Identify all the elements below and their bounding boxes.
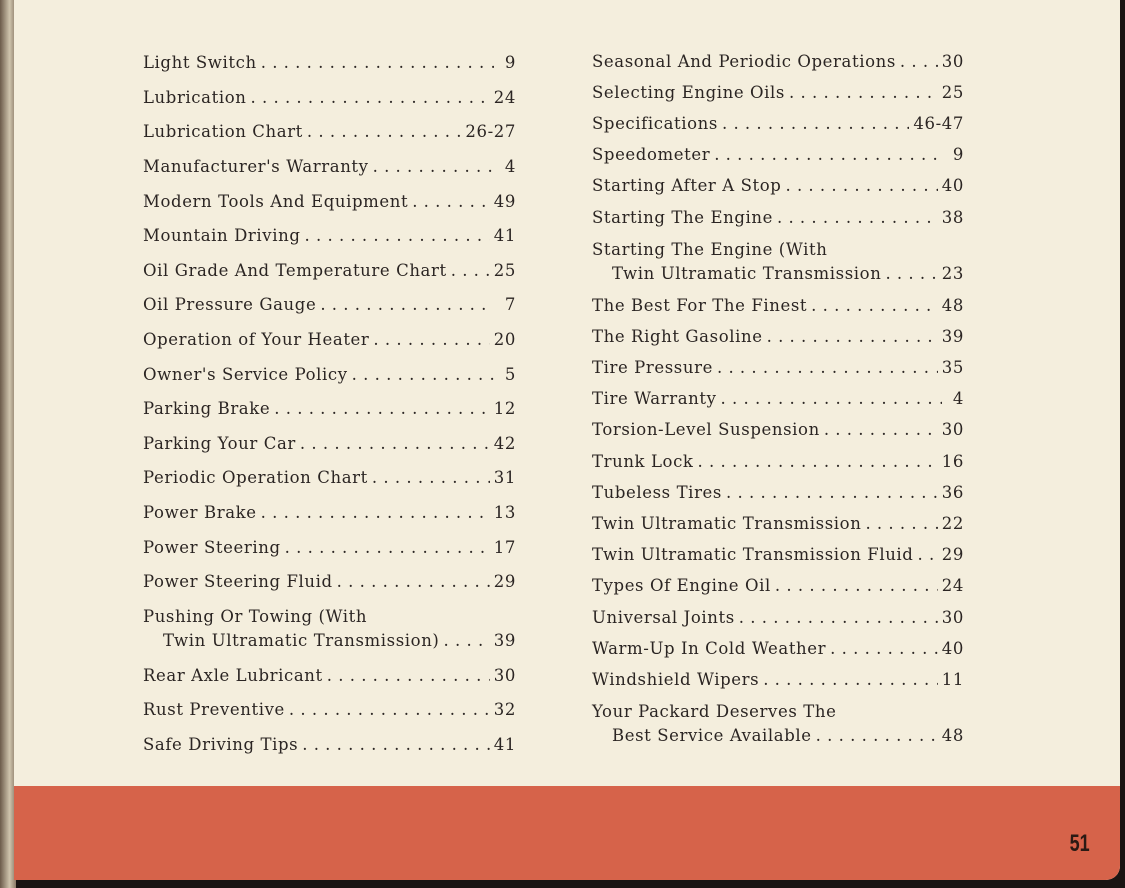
entry-title: Oil Grade And Temperature Chart bbox=[143, 260, 447, 280]
entry-title: Your Packard Deserves The bbox=[592, 702, 837, 722]
leader-dots bbox=[917, 543, 937, 567]
entry-page-number: 39 bbox=[941, 326, 964, 346]
entry-line bbox=[143, 190, 516, 214]
entry-page-number: 39 bbox=[493, 631, 516, 650]
entry-page-number: 13 bbox=[493, 503, 516, 523]
entry-line bbox=[592, 356, 964, 380]
entry-line bbox=[592, 481, 964, 505]
entry-page-number: 16 bbox=[941, 451, 964, 471]
entry-line bbox=[143, 570, 516, 594]
leader-dots bbox=[289, 698, 490, 722]
entry-page-number: 4 bbox=[952, 389, 964, 409]
entry-page-number: 30 bbox=[493, 665, 516, 685]
entry-line bbox=[592, 637, 964, 661]
leader-dots bbox=[722, 112, 909, 136]
entry-title: Safe Driving Tips bbox=[143, 734, 299, 754]
entry-line bbox=[592, 112, 964, 136]
leader-dots bbox=[885, 262, 937, 286]
entry-page-number: 46-47 bbox=[913, 113, 964, 133]
entry-page-number: 38 bbox=[941, 207, 964, 227]
entry-title: Lubrication Chart bbox=[143, 122, 303, 142]
entry-page-number: 5 bbox=[504, 364, 516, 384]
index-entry bbox=[592, 202, 964, 233]
entry-title: Tire Pressure bbox=[592, 358, 713, 378]
entry-page-number: 9 bbox=[504, 53, 516, 73]
entry-line bbox=[143, 664, 516, 688]
entry-title: Specifications bbox=[592, 113, 718, 133]
entry-title: Rust Preventive bbox=[143, 700, 285, 720]
entry-line bbox=[592, 174, 964, 198]
entry-line bbox=[143, 328, 516, 352]
index-entry bbox=[143, 357, 516, 392]
entry-title: Lubrication bbox=[143, 87, 247, 107]
entry-title: Windshield Wipers bbox=[592, 669, 760, 689]
leader-dots bbox=[717, 356, 938, 380]
index-entry bbox=[592, 633, 964, 664]
index-entry bbox=[592, 321, 964, 352]
leader-dots bbox=[785, 174, 937, 198]
entry-page-number: 22 bbox=[941, 514, 964, 534]
entry-title: Power Brake bbox=[143, 503, 257, 523]
leader-dots bbox=[373, 155, 494, 179]
entry-page-number: 9 bbox=[952, 145, 964, 165]
entry-line bbox=[592, 450, 964, 474]
entry-title: Speedometer bbox=[592, 145, 711, 165]
index-entry bbox=[143, 81, 516, 116]
entry-title: Pushing Or Towing (With bbox=[143, 607, 368, 626]
entry-title: Owner's Service Policy bbox=[143, 364, 348, 384]
entry-title: Parking Your Car bbox=[143, 433, 296, 453]
entry-line bbox=[143, 733, 516, 757]
entry-line bbox=[592, 700, 964, 724]
entry-page-number: 26-27 bbox=[465, 122, 516, 142]
leader-dots bbox=[372, 466, 490, 490]
leader-dots bbox=[261, 51, 494, 75]
index-entry bbox=[592, 415, 964, 446]
leader-dots bbox=[721, 387, 942, 411]
entry-page-number: 7 bbox=[504, 295, 516, 315]
entry-title-continued: Twin Ultramatic Transmission) bbox=[163, 631, 440, 650]
entry-line bbox=[143, 120, 516, 144]
entry-line bbox=[143, 501, 516, 525]
leader-dots bbox=[739, 606, 938, 630]
entry-title: Seasonal And Periodic Operations bbox=[592, 51, 896, 71]
index-entry bbox=[143, 427, 516, 462]
index-entry bbox=[143, 46, 516, 81]
entry-page-number: 24 bbox=[941, 576, 964, 596]
entry-title: Twin Ultramatic Transmission bbox=[592, 514, 862, 534]
index-entry bbox=[592, 46, 964, 77]
entry-title: Universal Joints bbox=[592, 607, 735, 627]
entry-title: Warm-Up In Cold Weather bbox=[592, 638, 827, 658]
entry-title: Tire Warranty bbox=[592, 389, 717, 409]
entry-title: Light Switch bbox=[143, 53, 257, 73]
entry-title: Operation of Your Heater bbox=[143, 330, 370, 350]
leader-dots bbox=[451, 259, 490, 283]
entry-page-number: 35 bbox=[941, 358, 964, 378]
index-entry bbox=[143, 288, 516, 323]
index-entry bbox=[592, 477, 964, 508]
entry-line bbox=[143, 397, 516, 421]
index-entry bbox=[143, 530, 516, 565]
entry-title: Trunk Lock bbox=[592, 451, 694, 471]
entry-page-number: 41 bbox=[493, 226, 516, 246]
index-entry bbox=[143, 659, 516, 694]
entry-line bbox=[592, 325, 964, 349]
entry-line bbox=[143, 629, 516, 653]
leader-dots bbox=[789, 81, 938, 105]
entry-title: Tubeless Tires bbox=[592, 482, 722, 502]
entry-page-number: 36 bbox=[941, 482, 964, 502]
entry-line bbox=[592, 50, 964, 74]
entry-page-number: 32 bbox=[493, 700, 516, 720]
entry-title: Modern Tools And Equipment bbox=[143, 191, 409, 211]
entry-line bbox=[143, 293, 516, 317]
leader-dots bbox=[352, 363, 494, 387]
entry-page-number: 20 bbox=[493, 330, 516, 350]
leader-dots bbox=[767, 325, 938, 349]
entry-page-number: 31 bbox=[493, 468, 516, 488]
entry-title: Starting The Engine (With bbox=[592, 239, 828, 259]
leader-dots bbox=[714, 143, 942, 167]
index-entry bbox=[143, 254, 516, 289]
entry-title-continued: Best Service Available bbox=[612, 726, 812, 746]
leader-dots bbox=[777, 206, 938, 230]
entry-title: Types Of Engine Oil bbox=[592, 576, 771, 596]
index-entry bbox=[592, 233, 964, 290]
entry-line bbox=[592, 262, 964, 286]
leader-dots bbox=[307, 120, 462, 144]
entry-title-continued: Twin Ultramatic Transmission bbox=[612, 263, 882, 283]
leader-dots bbox=[304, 224, 489, 248]
leader-dots bbox=[900, 50, 938, 74]
index-entry bbox=[143, 600, 516, 659]
entry-page-number: 29 bbox=[941, 545, 964, 565]
entry-page-number: 41 bbox=[493, 734, 516, 754]
entry-line bbox=[592, 724, 964, 748]
entry-title: Rear Axle Lubricant bbox=[143, 665, 323, 685]
index-entry bbox=[143, 115, 516, 150]
leader-dots bbox=[300, 432, 490, 456]
entry-title: Manufacturer's Warranty bbox=[143, 157, 369, 177]
entry-line bbox=[143, 86, 516, 110]
entry-line bbox=[143, 698, 516, 722]
index-page bbox=[14, 0, 1120, 880]
entry-page-number: 25 bbox=[941, 82, 964, 102]
leader-dots bbox=[337, 570, 490, 594]
leader-dots bbox=[824, 418, 938, 442]
leader-dots bbox=[285, 536, 490, 560]
entry-line bbox=[592, 606, 964, 630]
leader-dots bbox=[811, 294, 938, 318]
entry-line bbox=[592, 206, 964, 230]
entry-page-number: 4 bbox=[504, 157, 516, 177]
entry-line bbox=[143, 363, 516, 387]
entry-page-number: 42 bbox=[493, 433, 516, 453]
index-entry bbox=[143, 461, 516, 496]
index-entry bbox=[143, 565, 516, 600]
entry-page-number: 24 bbox=[493, 87, 516, 107]
entry-title: Oil Pressure Gauge bbox=[143, 295, 317, 315]
entry-title: Power Steering Fluid bbox=[143, 572, 333, 592]
index-entry bbox=[592, 508, 964, 539]
index-left-column bbox=[143, 46, 516, 762]
entry-page-number: 29 bbox=[493, 572, 516, 592]
footer-band bbox=[14, 786, 1120, 880]
entry-title: Power Steering bbox=[143, 537, 281, 557]
leader-dots bbox=[865, 512, 937, 536]
entry-line bbox=[143, 224, 516, 248]
entry-title: Twin Ultramatic Transmission Fluid bbox=[592, 545, 914, 565]
index-entry bbox=[143, 184, 516, 219]
entry-line bbox=[143, 155, 516, 179]
index-entry bbox=[592, 140, 964, 171]
index-entry bbox=[143, 219, 516, 254]
entry-title: Starting After A Stop bbox=[592, 176, 782, 196]
page-number: 51 bbox=[1069, 830, 1090, 857]
entry-page-number: 23 bbox=[941, 263, 964, 283]
entry-title: Torsion-Level Suspension bbox=[592, 420, 820, 440]
leader-dots bbox=[775, 574, 938, 598]
leader-dots bbox=[412, 190, 490, 214]
leader-dots bbox=[726, 481, 938, 505]
index-entry bbox=[592, 664, 964, 695]
entry-title: The Best For The Finest bbox=[592, 295, 808, 315]
index-entry bbox=[592, 571, 964, 602]
leader-dots bbox=[327, 664, 490, 688]
entry-line bbox=[592, 512, 964, 536]
entry-line bbox=[592, 574, 964, 598]
entry-page-number: 48 bbox=[941, 295, 964, 315]
index-right-column bbox=[592, 46, 964, 753]
leader-dots bbox=[443, 629, 489, 653]
index-entry bbox=[592, 602, 964, 633]
index-entry bbox=[592, 77, 964, 108]
entry-page-number: 40 bbox=[941, 638, 964, 658]
index-entry bbox=[143, 496, 516, 531]
entry-page-number: 17 bbox=[493, 537, 516, 557]
entry-line bbox=[143, 466, 516, 490]
entry-page-number: 40 bbox=[941, 176, 964, 196]
leader-dots bbox=[698, 450, 938, 474]
entry-title: The Right Gasoline bbox=[592, 326, 763, 346]
index-entry bbox=[592, 290, 964, 321]
index-entry bbox=[143, 150, 516, 185]
entry-page-number: 30 bbox=[941, 51, 964, 71]
index-entry bbox=[143, 693, 516, 728]
entry-line bbox=[592, 543, 964, 567]
leader-dots bbox=[261, 501, 490, 525]
entry-title: Mountain Driving bbox=[143, 226, 301, 246]
entry-title: Parking Brake bbox=[143, 399, 271, 419]
leader-dots bbox=[373, 328, 489, 352]
entry-line bbox=[592, 81, 964, 105]
entry-line bbox=[592, 294, 964, 318]
leader-dots bbox=[830, 637, 938, 661]
index-entry bbox=[143, 392, 516, 427]
entry-page-number: 11 bbox=[941, 669, 964, 689]
leader-dots bbox=[816, 724, 938, 748]
index-entry bbox=[143, 728, 516, 763]
index-entry bbox=[592, 384, 964, 415]
entry-line bbox=[592, 143, 964, 167]
entry-page-number: 48 bbox=[941, 726, 964, 746]
entry-page-number: 25 bbox=[493, 260, 516, 280]
entry-page-number: 12 bbox=[493, 399, 516, 419]
index-entry bbox=[143, 323, 516, 358]
entry-page-number: 30 bbox=[941, 607, 964, 627]
index-entry bbox=[592, 446, 964, 477]
index-entry bbox=[592, 171, 964, 202]
entry-line bbox=[143, 259, 516, 283]
leader-dots bbox=[274, 397, 490, 421]
entry-title: Periodic Operation Chart bbox=[143, 468, 368, 488]
entry-line bbox=[143, 432, 516, 456]
entry-line bbox=[143, 605, 516, 629]
entry-line bbox=[592, 418, 964, 442]
index-entry bbox=[592, 696, 964, 753]
entry-title: Starting The Engine bbox=[592, 207, 773, 227]
leader-dots bbox=[250, 86, 489, 110]
leader-dots bbox=[302, 733, 490, 757]
entry-page-number: 49 bbox=[493, 191, 516, 211]
entry-page-number: 30 bbox=[941, 420, 964, 440]
entry-line bbox=[592, 238, 964, 262]
index-entry bbox=[592, 540, 964, 571]
entry-title: Selecting Engine Oils bbox=[592, 82, 785, 102]
entry-line bbox=[143, 536, 516, 560]
leader-dots bbox=[320, 293, 494, 317]
index-entry bbox=[592, 353, 964, 384]
entry-line bbox=[592, 668, 964, 692]
index-entry bbox=[592, 108, 964, 139]
entry-line bbox=[143, 51, 516, 75]
leader-dots bbox=[763, 668, 938, 692]
entry-line bbox=[592, 387, 964, 411]
